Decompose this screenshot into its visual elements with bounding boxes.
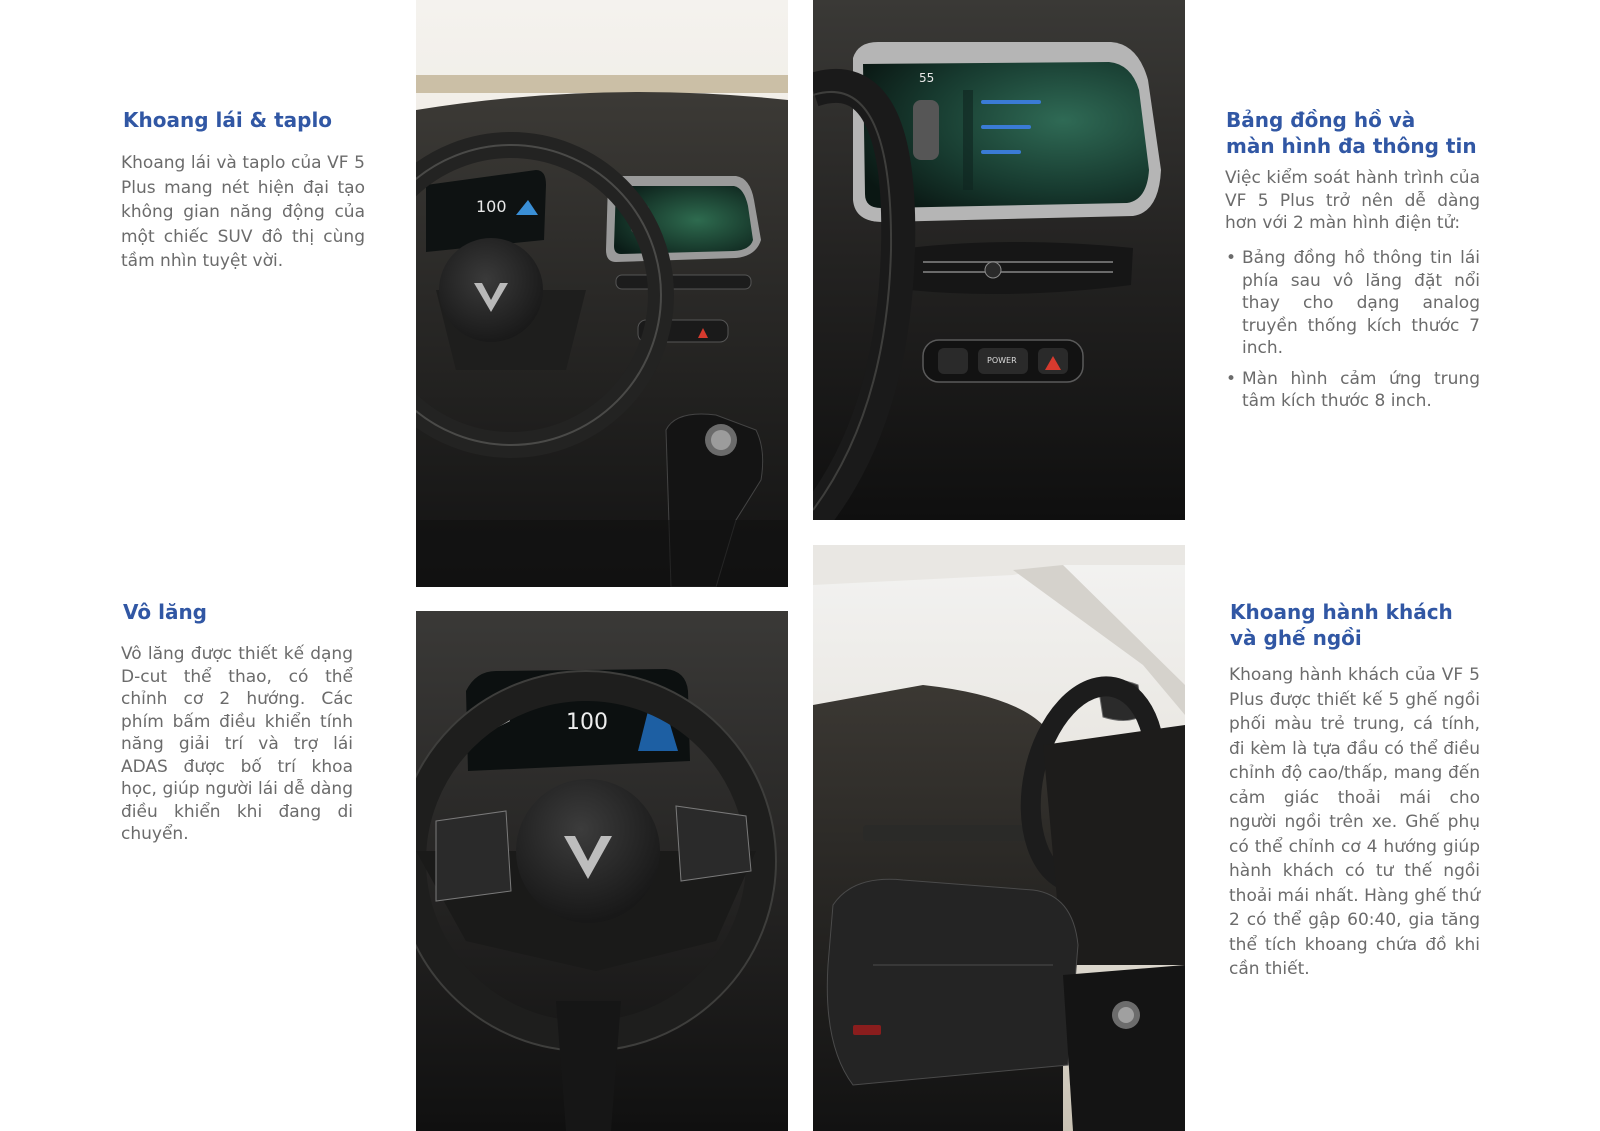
screens-bullet-cluster: • Bảng đồng hồ thông tin lái phía sau vô lăng đặt nổi thay cho dạng analog truyền thống kích thước 7 inch.	[1225, 247, 1480, 360]
screens-heading	[1226, 107, 1506, 159]
screens-intro: Việc kiểm soát hành trình của VF 5 Plus trở nên dễ dàng hơn với 2 màn hình điện tử:	[1225, 168, 1480, 233]
dashboard-description: Khoang lái và taplo của VF 5 Plus mang nét hiện đại tạo không gian năng động của một chiếc SUV đô thị cùng tầm nhìn tuyệt vời.	[121, 153, 365, 271]
screen-speed-text: 55	[919, 71, 935, 85]
power-button-text: POWER	[987, 356, 1017, 365]
dashboard-interior-photo	[416, 0, 788, 587]
cabin-heading-line2: và ghế ngồi	[1230, 626, 1362, 650]
passenger-cabin-photo	[813, 545, 1185, 1131]
screens-bullet-touchscreen: • Màn hình cảm ứng trung tâm kích thước 8 inch.	[1225, 368, 1480, 413]
steering-wheel-photo	[416, 611, 788, 1131]
screens-bullet-list	[1225, 247, 1480, 421]
steering-description: Vô lăng được thiết kế dạng D-cut thể thao, có thể chỉnh cơ 2 hướng. Các phím bấm điều khiển tính năng giải trí và trợ lái ADAS được bố trí khoa học, giúp người lái dễ dàng điều khiển khi đang di chuyển.	[121, 644, 353, 844]
cabin-heading-line1: Khoang hành khách	[1230, 600, 1453, 624]
cabin-heading	[1230, 599, 1510, 651]
center-screen-photo	[813, 0, 1185, 520]
dashboard-heading: Khoang lái & taplo	[123, 108, 333, 132]
steering-heading: Vô lăng	[123, 600, 207, 624]
cluster-speed-text: 100	[476, 197, 507, 216]
cabin-description: Khoang hành khách của VF 5 Plus được thiết kế 5 ghế ngồi phối màu trẻ trung, cá tính, đi kèm là tựa đầu có thể điều chỉnh độ cao/thấp, mang đến cảm giác thoải mái cho người ngồi trên xe. Ghế phụ có thể chỉnh cơ 4 hướng giúp hành khách có tư thế ngồi thoải mái nhất. Hàng ghế thứ 2 có thể gập 60:40, gia tăng thể tích khoang chứa đồ khi cần thiết.	[1229, 665, 1480, 979]
screens-heading-line2: màn hình đa thông tin	[1226, 134, 1477, 158]
screens-heading-line1: Bảng đồng hồ và	[1226, 108, 1416, 132]
cluster-speed-large-text: 100	[566, 710, 608, 735]
